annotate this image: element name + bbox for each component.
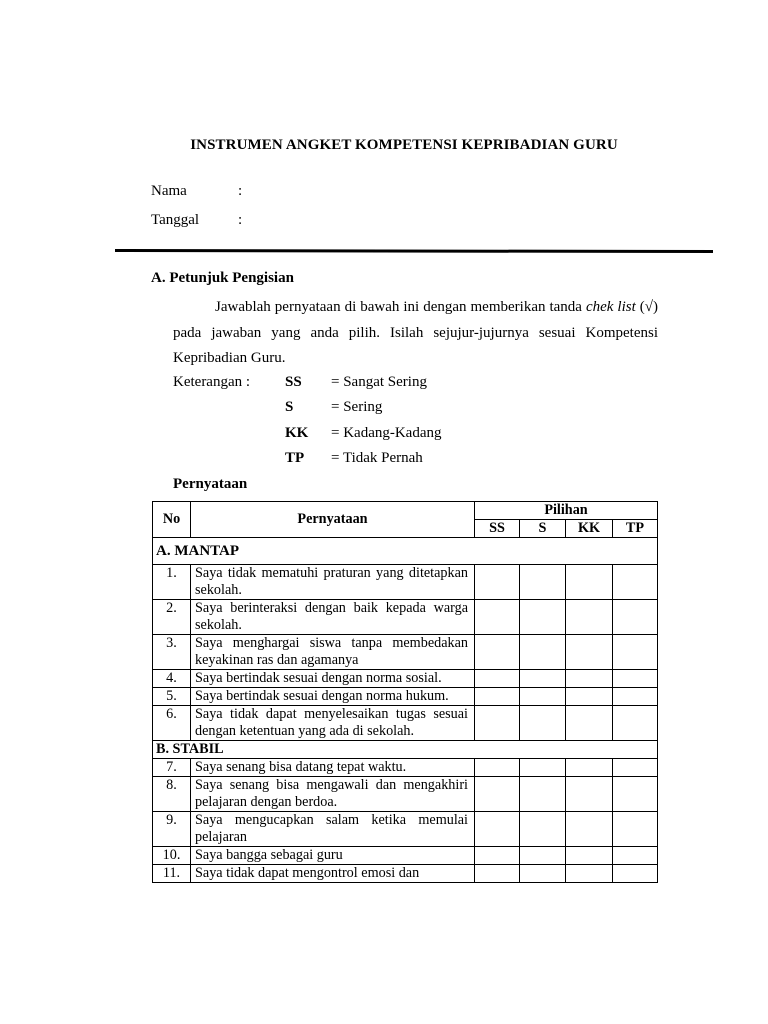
answer-cell-kk[interactable] xyxy=(566,565,613,600)
legend-desc: = Sangat Sering xyxy=(331,374,427,390)
answer-cell-tp[interactable] xyxy=(613,688,658,706)
item-number: 3. xyxy=(153,635,191,670)
answer-cell-s[interactable] xyxy=(520,865,566,883)
header-choice: Pilihan xyxy=(475,502,658,520)
item-number: 11. xyxy=(153,865,191,883)
legend-desc: = Kadang-Kadang xyxy=(331,425,442,441)
answer-cell-tp[interactable] xyxy=(613,777,658,812)
section-a-heading: A. Petunjuk Pengisian xyxy=(151,270,294,286)
answer-cell-s[interactable] xyxy=(520,670,566,688)
section-row xyxy=(153,741,658,759)
item-statement: Saya mengucapkan salam ketika memulai pelajaran xyxy=(191,812,475,847)
header-option-tp: TP xyxy=(613,520,658,538)
answer-cell-ss[interactable] xyxy=(475,759,520,777)
table-row xyxy=(153,565,658,600)
answer-cell-ss[interactable] xyxy=(475,777,520,812)
answer-cell-kk[interactable] xyxy=(566,865,613,883)
answer-cell-kk[interactable] xyxy=(566,777,613,812)
legend-code: KK xyxy=(285,425,309,441)
answer-cell-tp[interactable] xyxy=(613,812,658,847)
header-option-ss: SS xyxy=(475,520,520,538)
legend-desc: = Sering xyxy=(331,399,383,415)
answer-cell-kk[interactable] xyxy=(566,688,613,706)
answer-cell-tp[interactable] xyxy=(613,865,658,883)
item-number: 9. xyxy=(153,812,191,847)
item-number: 2. xyxy=(153,600,191,635)
answer-cell-tp[interactable] xyxy=(613,565,658,600)
table-row xyxy=(153,812,658,847)
item-statement: Saya tidak dapat mengontrol emosi dan xyxy=(191,865,475,883)
answer-cell-ss[interactable] xyxy=(475,706,520,741)
field-colon-nama: : xyxy=(238,183,243,199)
answer-cell-tp[interactable] xyxy=(613,847,658,865)
item-number: 5. xyxy=(153,688,191,706)
table-row xyxy=(153,759,658,777)
table-row xyxy=(153,688,658,706)
answer-cell-tp[interactable] xyxy=(613,670,658,688)
field-label-tanggal: Tanggal xyxy=(151,212,200,228)
table-row xyxy=(153,847,658,865)
item-statement: Saya bertindak sesuai dengan norma sosial. xyxy=(191,670,475,688)
item-statement: Saya tidak mematuhi praturan yang ditetapkan sekolah. xyxy=(191,565,475,600)
answer-cell-tp[interactable] xyxy=(613,600,658,635)
item-number: 10. xyxy=(153,847,191,865)
answer-cell-ss[interactable] xyxy=(475,600,520,635)
answer-cell-ss[interactable] xyxy=(475,670,520,688)
item-statement: Saya tidak dapat menyelesaikan tugas sesuai dengan ketentuan yang ada di sekolah. xyxy=(191,706,475,741)
answer-cell-ss[interactable] xyxy=(475,812,520,847)
answer-cell-kk[interactable] xyxy=(566,812,613,847)
answer-cell-s[interactable] xyxy=(520,847,566,865)
item-number: 1. xyxy=(153,565,191,600)
header-option-s: S xyxy=(520,520,566,538)
header-divider xyxy=(115,249,713,253)
table-row xyxy=(153,706,658,741)
answer-cell-ss[interactable] xyxy=(475,635,520,670)
item-statement: Saya menghargai siswa tanpa membedakan keyakinan ras dan agamanya xyxy=(191,635,475,670)
table-row xyxy=(153,777,658,812)
item-number: 8. xyxy=(153,777,191,812)
instruction-text-1: Jawablah pernyataan di bawah ini dengan memberikan tanda xyxy=(215,299,586,315)
answer-cell-ss[interactable] xyxy=(475,688,520,706)
keterangan-label: Keterangan : xyxy=(173,374,251,390)
answer-cell-kk[interactable] xyxy=(566,635,613,670)
answer-cell-s[interactable] xyxy=(520,635,566,670)
item-statement: Saya bangga sebagai guru xyxy=(191,847,475,865)
answer-cell-kk[interactable] xyxy=(566,600,613,635)
questionnaire-table xyxy=(152,501,658,883)
answer-cell-s[interactable] xyxy=(520,812,566,847)
answer-cell-s[interactable] xyxy=(520,777,566,812)
item-number: 6. xyxy=(153,706,191,741)
item-number: 4. xyxy=(153,670,191,688)
answer-cell-s[interactable] xyxy=(520,565,566,600)
answer-cell-kk[interactable] xyxy=(566,670,613,688)
answer-cell-tp[interactable] xyxy=(613,759,658,777)
answer-cell-s[interactable] xyxy=(520,759,566,777)
header-option-kk: KK xyxy=(566,520,613,538)
table-row xyxy=(153,600,658,635)
header-no: No xyxy=(153,502,191,538)
legend-desc: = Tidak Pernah xyxy=(331,450,423,466)
item-number: 7. xyxy=(153,759,191,777)
table-row xyxy=(153,670,658,688)
answer-cell-s[interactable] xyxy=(520,688,566,706)
item-statement: Saya senang bisa mengawali dan mengakhiri pelajaran dengan berdoa. xyxy=(191,777,475,812)
section-title: B. STABIL xyxy=(153,741,658,759)
answer-cell-tp[interactable] xyxy=(613,635,658,670)
pernyataan-label: Pernyataan xyxy=(173,476,248,492)
answer-cell-kk[interactable] xyxy=(566,759,613,777)
legend-code: SS xyxy=(285,374,302,390)
answer-cell-ss[interactable] xyxy=(475,565,520,600)
answer-cell-kk[interactable] xyxy=(566,847,613,865)
legend-code: S xyxy=(285,399,294,415)
field-label-nama: Nama xyxy=(151,183,187,199)
item-statement: Saya bertindak sesuai dengan norma hukum. xyxy=(191,688,475,706)
answer-cell-kk[interactable] xyxy=(566,706,613,741)
table-row xyxy=(153,635,658,670)
instruction-text-2: (√) pada jawaban yang anda pilih. Isilah sejujur-jujurnya sesuai Kompetensi Kepribadian Guru. xyxy=(173,299,658,366)
header-statement: Pernyataan xyxy=(191,502,475,538)
section-title: A. MANTAP xyxy=(153,538,658,565)
answer-cell-tp[interactable] xyxy=(613,706,658,741)
answer-cell-ss[interactable] xyxy=(475,865,520,883)
document-title: INSTRUMEN ANGKET KOMPETENSI KEPRIBADIAN GURU xyxy=(190,137,618,153)
item-statement: Saya senang bisa datang tepat waktu. xyxy=(191,759,475,777)
field-colon-tanggal: : xyxy=(238,212,243,228)
table-row xyxy=(153,865,658,883)
section-row xyxy=(153,538,658,565)
item-statement: Saya berinteraksi dengan baik kepada warga sekolah. xyxy=(191,600,475,635)
legend-code: TP xyxy=(285,450,305,466)
answer-cell-s[interactable] xyxy=(520,706,566,741)
instruction-paragraph xyxy=(173,295,658,372)
answer-cell-s[interactable] xyxy=(520,600,566,635)
answer-cell-ss[interactable] xyxy=(475,847,520,865)
instruction-text-italic: chek list xyxy=(585,299,636,315)
